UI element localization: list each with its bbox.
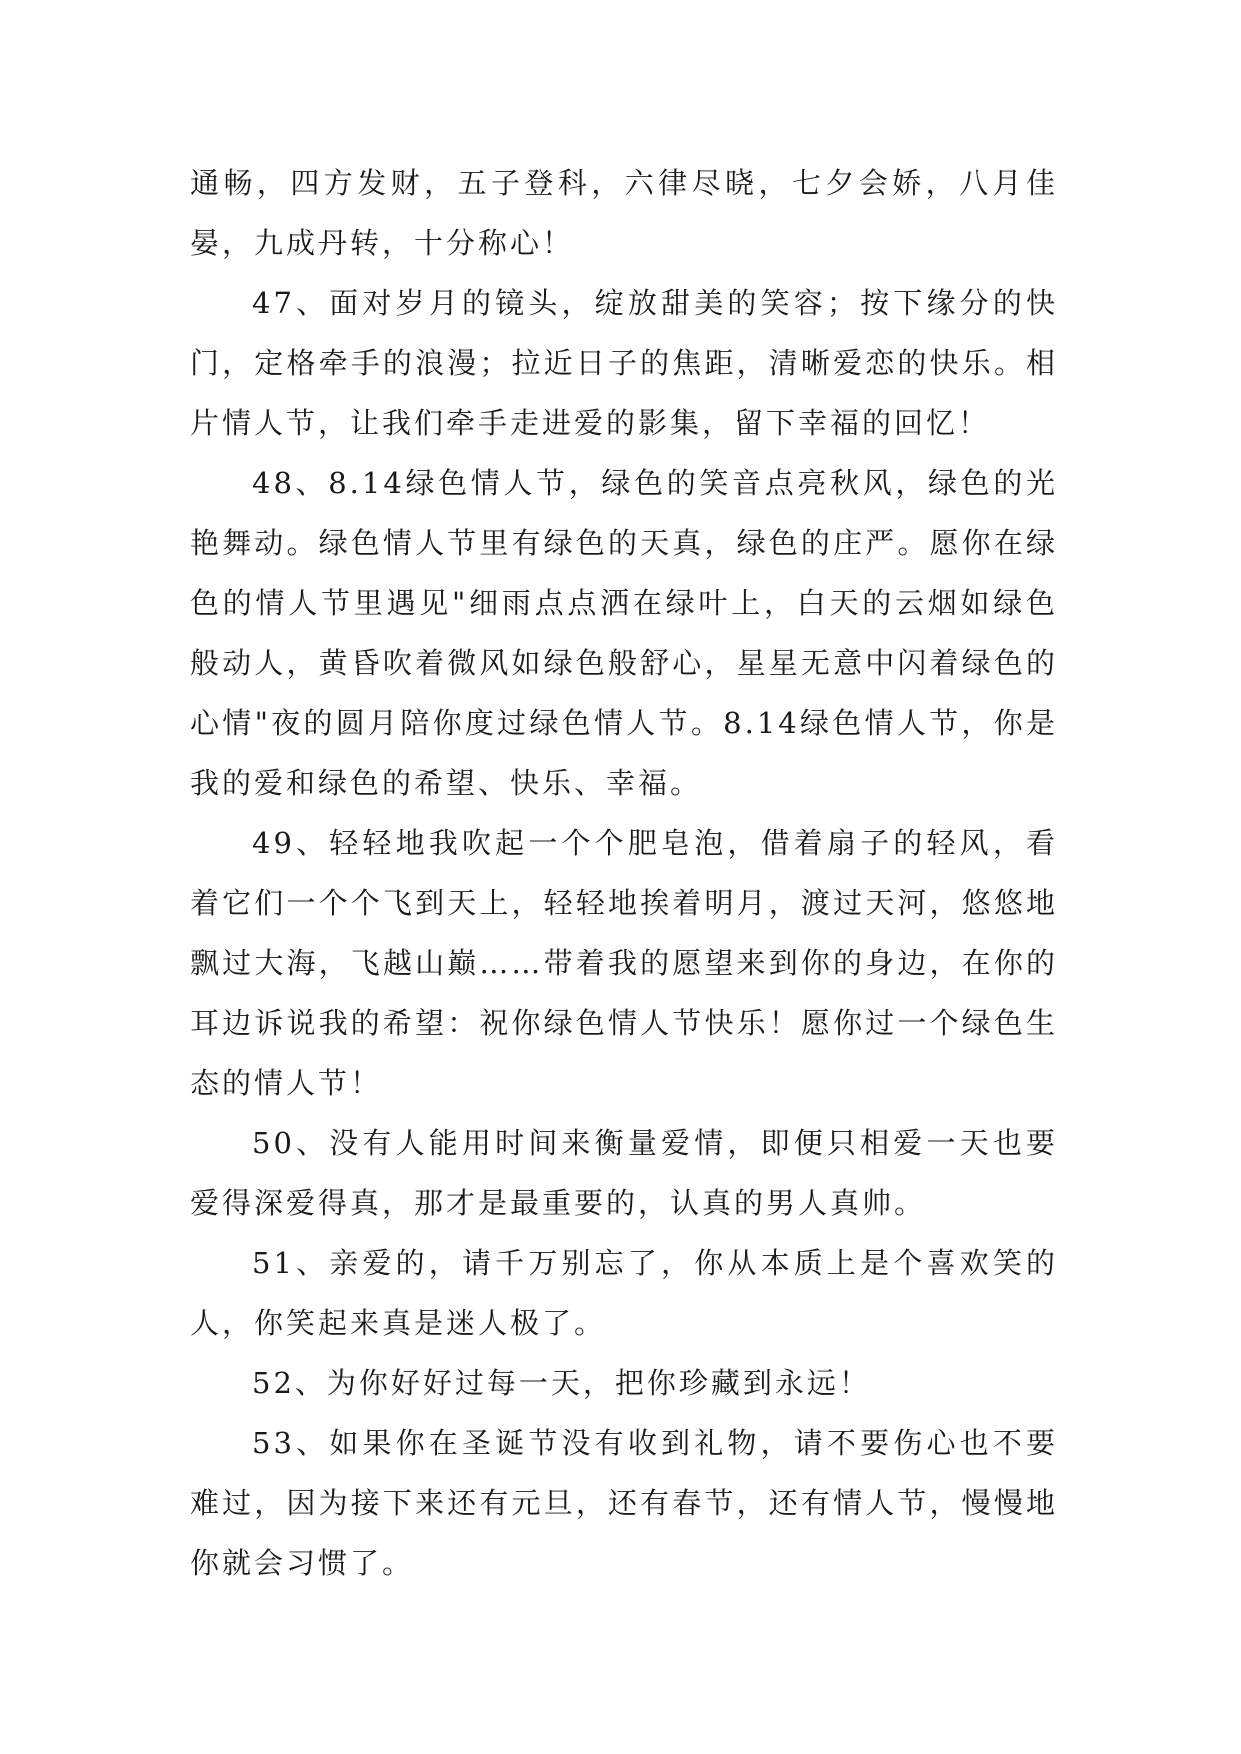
paragraph-53: 53、如果你在圣诞节没有收到礼物，请不要伤心也不要难过，因为接下来还有元旦，还有春节，还有情人节，慢慢地你就会习惯了。: [190, 1426, 1058, 1580]
body-text: [190, 153, 1058, 1593]
paragraph-51: 51、亲爱的，请千万别忘了，你从本质上是个喜欢笑的人，你笑起来真是迷人极了。: [190, 1246, 1058, 1340]
paragraph-48: 48、8.14绿色情人节，绿色的笑音点亮秋风，绿色的光艳舞动。绿色情人节里有绿色的天真，绿色的庄严。愿你在绿色的情人节里遇见"细雨点点洒在绿叶上，白天的云烟如绿色般动人，黄昏吹着微风如绿色般舒心，星星无意中闪着绿色的心情"夜的圆月陪你度过绿色情人节。8.14绿色情人节，你是我的爱和绿色的希望、快乐、幸福。: [190, 466, 1058, 800]
paragraph-47: 47、面对岁月的镜头，绽放甜美的笑容；按下缘分的快门，定格牵手的浪漫；拉近日子的焦距，清晰爱恋的快乐。相片情人节，让我们牵手走进爱的影集，留下幸福的回忆！: [190, 286, 1058, 440]
paragraph-49: 49、轻轻地我吹起一个个肥皂泡，借着扇子的轻风，看着它们一个个飞到天上，轻轻地挨着明月，渡过天河，悠悠地飘过大海，飞越山巅……带着我的愿望来到你的身边，在你的耳边诉说我的希望：祝你绿色情人节快乐！愿你过一个绿色生态的情人节！: [190, 826, 1058, 1100]
paragraph-50: 50、没有人能用时间来衡量爱情，即便只相爱一天也要爱得深爱得真，那才是最重要的，认真的男人真帅。: [190, 1126, 1058, 1220]
paragraph-52: 52、为你好好过每一天，把你珍藏到永远！: [252, 1366, 871, 1400]
paragraph-continuation: 通畅，四方发财，五子登科，六律尽晓，七夕会娇，八月佳晏，九成丹转，十分称心！: [190, 166, 1058, 260]
